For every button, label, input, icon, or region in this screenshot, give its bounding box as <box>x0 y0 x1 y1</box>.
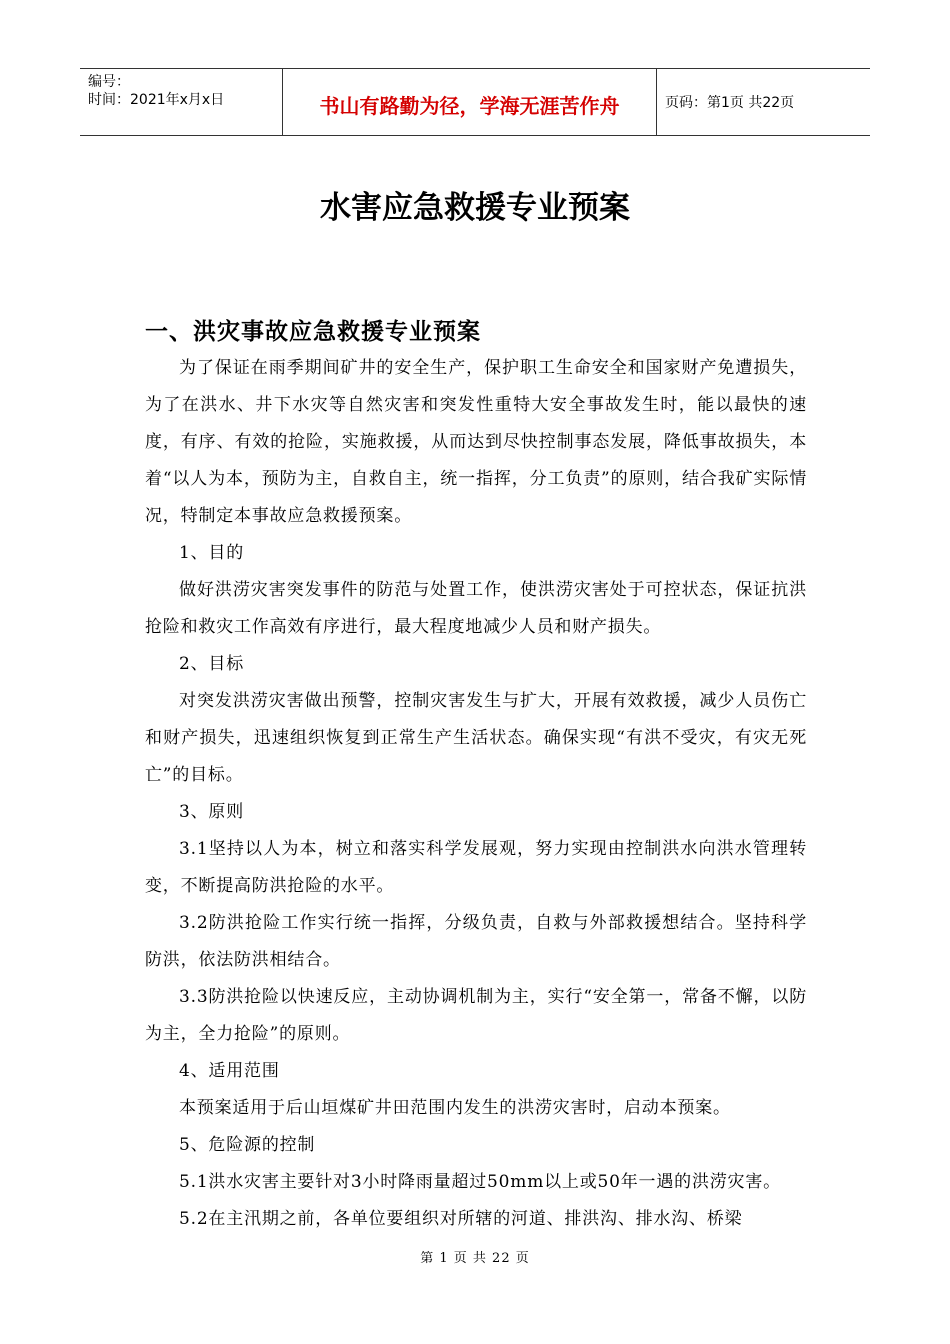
paragraph: 3、原则 <box>179 802 245 822</box>
paragraph: 3.2防洪抢险工作实行统一指挥，分级负责，自救与外部救援想结合。坚持科学防洪，依法防洪相结合。 <box>145 913 807 970</box>
header-motto: 书山有路勤为径，学海无涯苦作舟 <box>282 69 657 135</box>
code-label: 编号： <box>88 74 130 90</box>
page-header <box>80 68 870 136</box>
section-title: 一、洪灾事故应急救援专业预案 <box>145 318 481 345</box>
paragraph: 5.1洪水灾害主要针对3小时降雨量超过50mm以上或50年一遇的洪涝灾害。 <box>179 1172 781 1192</box>
header-meta <box>80 69 282 135</box>
paragraph: 5、危险源的控制 <box>179 1135 316 1155</box>
paragraph: 做好洪涝灾害突发事件的防范与处置工作，使洪涝灾害处于可控状态，保证抗洪抢险和救灾工作高效有序进行，最大程度地减少人员和财产损失。 <box>145 580 807 637</box>
page-footer: 第 1 页 共 22 页 <box>420 1251 530 1266</box>
document-title: 水害应急救援专业预案 <box>320 190 630 226</box>
paragraph: 1、目的 <box>179 543 245 563</box>
paragraph: 为了保证在雨季期间矿井的安全生产，保护职工生命安全和国家财产免遭损失，为了在洪水、井下水灾等自然灾害和突发性重特大安全事故发生时，能以最快的速度，有序、有效的抢险，实施救援，从而达到尽快控制事态发展，降低事故损失，本着“以人为本，预防为主，自救自主，统一指挥，分工负责”的原则，结合我矿实际情况，特制定本事故应急救援预案。 <box>145 358 807 526</box>
paragraph: 3.3防洪抢险以快速反应，主动协调机制为主，实行“安全第一，常备不懈，以防为主，全力抢险”的原则。 <box>145 987 807 1044</box>
document-body <box>145 350 807 1238</box>
paragraph: 5.2在主汛期之前，各单位要组织对所辖的河道、排洪沟、排水沟、桥梁 <box>179 1209 743 1229</box>
time-label: 时间：2021年x月x日 <box>88 92 225 108</box>
paragraph: 4、适用范围 <box>179 1061 280 1081</box>
paragraph: 3.1坚持以人为本，树立和落实科学发展观，努力实现由控制洪水向洪水管理转变，不断提高防洪抢险的水平。 <box>145 839 807 896</box>
paragraph: 对突发洪涝灾害做出预警，控制灾害发生与扩大，开展有效救援，减少人员伤亡和财产损失，迅速组织恢复到正常生产生活状态。确保实现“有洪不受灾，有灾无死亡”的目标。 <box>145 691 807 785</box>
paragraph: 2、目标 <box>179 654 245 674</box>
paragraph: 本预案适用于后山垣煤矿井田范围内发生的洪涝灾害时，启动本预案。 <box>179 1098 731 1118</box>
header-page-info: 页码：第1页 共22页 <box>665 95 795 111</box>
